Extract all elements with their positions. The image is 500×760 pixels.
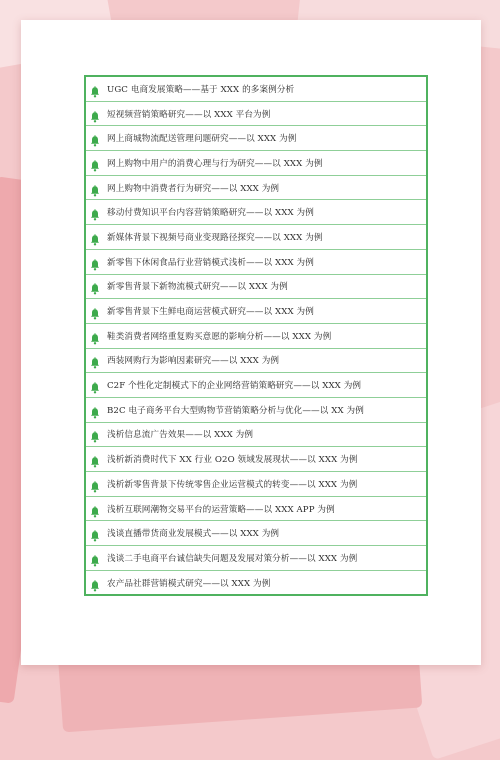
list-item: [86, 324, 426, 349]
list-item-title: 新零售背景下新物流模式研究——以 XXX 为例: [107, 282, 288, 293]
topic-list: [84, 75, 428, 596]
bell-icon: [90, 453, 100, 465]
bell-icon: [90, 231, 100, 243]
bell-icon: [90, 330, 100, 342]
bell-icon: [90, 157, 100, 169]
bell-icon: [90, 379, 100, 391]
bell-icon: [90, 552, 100, 564]
list-item: [86, 398, 426, 423]
list-item: [86, 373, 426, 398]
list-item-title: C2F 个性化定制模式下的企业网络营销策略研究——以 XXX 为例: [107, 381, 362, 392]
bell-icon: [90, 206, 100, 218]
list-item-title: 浅谈直播带货商业发展模式——以 XXX 为例: [107, 529, 280, 540]
list-item: [86, 349, 426, 374]
list-item: [86, 497, 426, 522]
list-item-title: 短视频营销策略研究——以 XXX 平台为例: [107, 109, 271, 120]
list-item-title: 浅析新零售背景下传统零售企业运营模式的转变——以 XXX 为例: [107, 479, 358, 490]
list-item: [86, 200, 426, 225]
list-item-title: 西装网购行为影响因素研究——以 XXX 为例: [107, 356, 280, 367]
list-item-title: 农产品社群营销模式研究——以 XXX 为例: [107, 579, 271, 590]
bell-icon: [90, 132, 100, 144]
bell-icon: [90, 527, 100, 539]
list-item-title: 浅谈二手电商平台诚信缺失问题及发展对策分析——以 XXX 为例: [107, 553, 358, 564]
bell-icon: [90, 428, 100, 440]
list-item-title: 新零售背景下生鲜电商运营模式研究——以 XXX 为例: [107, 307, 314, 318]
list-item-title: 浅析互联网潮物交易平台的运营策略——以 XXX APP 为例: [107, 504, 335, 515]
list-item: [86, 126, 426, 151]
list-item: [86, 77, 426, 102]
list-item: [86, 151, 426, 176]
list-item: [86, 423, 426, 448]
list-item-title: 网上购物中消费者行为研究——以 XXX 为例: [107, 183, 280, 194]
bell-icon: [90, 305, 100, 317]
list-item: [86, 275, 426, 300]
bell-icon: [90, 108, 100, 120]
list-item-title: 网上购物中用户的消费心理与行为研究——以 XXX 为例: [107, 158, 323, 169]
list-item: [86, 176, 426, 201]
list-item-title: 浅析信息流广告效果——以 XXX 为例: [107, 430, 254, 441]
bell-icon: [90, 83, 100, 95]
list-item-title: 网上商城物流配送管理问题研究——以 XXX 为例: [107, 134, 297, 145]
list-item: [86, 447, 426, 472]
list-item: [86, 521, 426, 546]
bell-icon: [90, 256, 100, 268]
bell-icon: [90, 354, 100, 366]
bell-icon: [90, 404, 100, 416]
list-item-title: 新媒体背景下视频号商业变现路径探究——以 XXX 为例: [107, 232, 323, 243]
list-item: [86, 571, 426, 596]
list-item: [86, 299, 426, 324]
list-item: [86, 472, 426, 497]
list-item: [86, 546, 426, 571]
list-item: [86, 102, 426, 127]
list-item-title: 鞋类消费者网络重复购买意愿的影响分析——以 XXX 为例: [107, 331, 332, 342]
list-item-title: 浅析新消费时代下 XX 行业 O2O 领域发展现状——以 XXX 为例: [107, 455, 358, 466]
bell-icon: [90, 182, 100, 194]
bell-icon: [90, 478, 100, 490]
list-item-title: 新零售下休闲食品行业营销模式浅析——以 XXX 为例: [107, 257, 314, 268]
bell-icon: [90, 503, 100, 515]
list-item: [86, 225, 426, 250]
list-item-title: UGC 电商发展策略——基于 XXX 的多案例分析: [107, 84, 295, 95]
list-item-title: 移动付费知识平台内容营销策略研究——以 XXX 为例: [107, 208, 314, 219]
list-item: [86, 250, 426, 275]
bell-icon: [90, 280, 100, 292]
bell-icon: [90, 577, 100, 589]
list-item-title: B2C 电子商务平台大型购物节营销策略分析与优化——以 XX 为例: [107, 405, 364, 416]
